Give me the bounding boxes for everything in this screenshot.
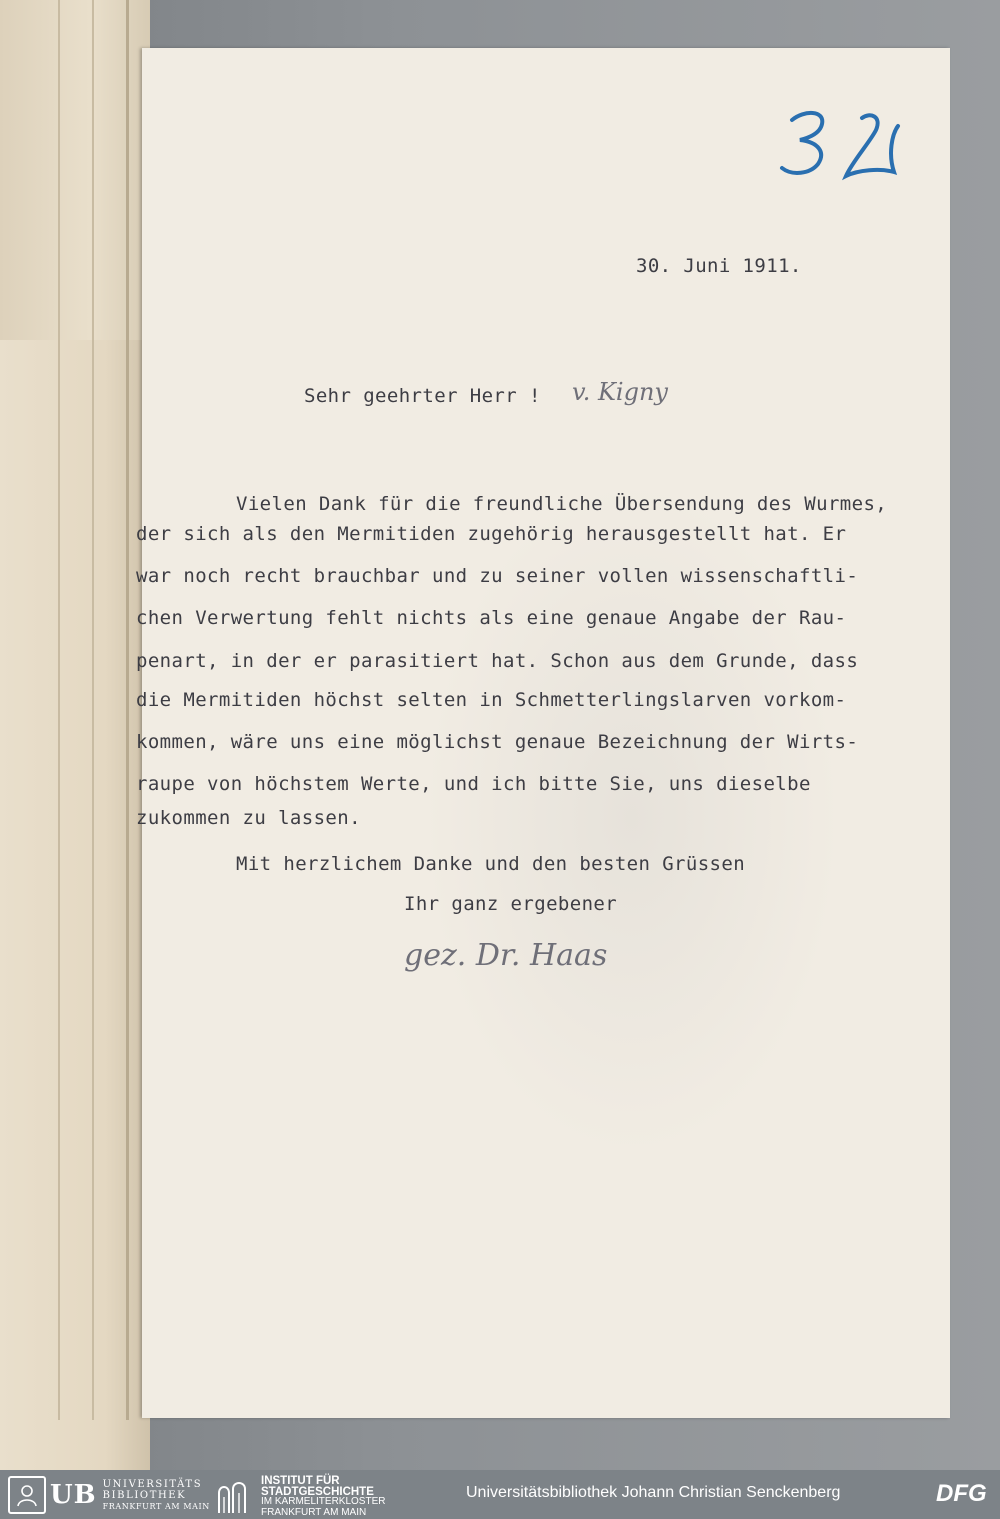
ub-line-3: FRANKFURT AM MAIN	[102, 1501, 210, 1511]
body-line-9: zukommen zu lassen.	[136, 807, 361, 829]
isg-line-4: FRANKFURT AM MAIN	[261, 1506, 367, 1518]
letter-date: 30. Juni 1911.	[636, 255, 802, 277]
ub-letters: UB	[50, 1480, 97, 1510]
ub-line-2: BIBLIOTHEK	[102, 1489, 187, 1501]
ub-line-1: UNIVERSITÄTS	[102, 1478, 203, 1490]
ub-library-name	[103, 1479, 210, 1512]
body-line-3: war noch recht brauchbar und zu seiner vollen wissenschaftli-	[136, 565, 859, 587]
body-line-6: die Mermitiden höchst selten in Schmetterlingslarven vorkom-	[136, 689, 847, 711]
footer-bar	[0, 1470, 1000, 1519]
folio-number-mark	[770, 98, 910, 198]
isg-institute-logo	[215, 1476, 385, 1518]
isg-institute-name	[261, 1476, 385, 1518]
underlying-pages	[0, 0, 150, 1470]
body-line-2: der sich als den Mermitiden zugehörig herausgestellt hat. Er	[136, 523, 847, 545]
body-line-5: penart, in der er parasitiert hat. Schon aus dem Grunde, dass	[136, 650, 859, 672]
body-line-8: raupe von höchstem Werte, und ich bitte Sie, uns dieselbe	[136, 773, 811, 795]
isg-line-2: STADTGESCHICHTE	[261, 1485, 374, 1498]
closing-line-1: Mit herzlichem Danke und den besten Grüssen	[236, 853, 746, 875]
library-name-caption: Universitätsbibliothek Johann Christian Senckenberg	[466, 1484, 841, 1501]
body-line-7: kommen, wäre uns eine möglichst genaue Bezeichnung der Wirts-	[136, 731, 859, 753]
ub-library-logo	[8, 1476, 210, 1514]
body-line-4: chen Verwertung fehlt nichts als eine genaue Angabe der Rau-	[136, 607, 847, 629]
salutation-handwritten-name: v. Kigny	[572, 378, 668, 406]
isg-line-3: IM KARMELITERKLOSTER	[261, 1496, 386, 1507]
arches-icon	[215, 1479, 251, 1515]
salutation: Sehr geehrter Herr !	[304, 385, 541, 407]
isg-line-1: INSTITUT FÜR	[261, 1475, 340, 1487]
signature-handwritten: gez. Dr. Haas	[404, 938, 608, 973]
folio-number-handwritten	[770, 98, 910, 198]
body-line-1: Vielen Dank für die freundliche Übersendung des Wurmes,	[236, 493, 888, 515]
portrait-seal-icon	[8, 1476, 46, 1514]
dfg-logo: DFG	[936, 1480, 987, 1507]
closing-line-2: Ihr ganz ergebener	[404, 893, 618, 915]
